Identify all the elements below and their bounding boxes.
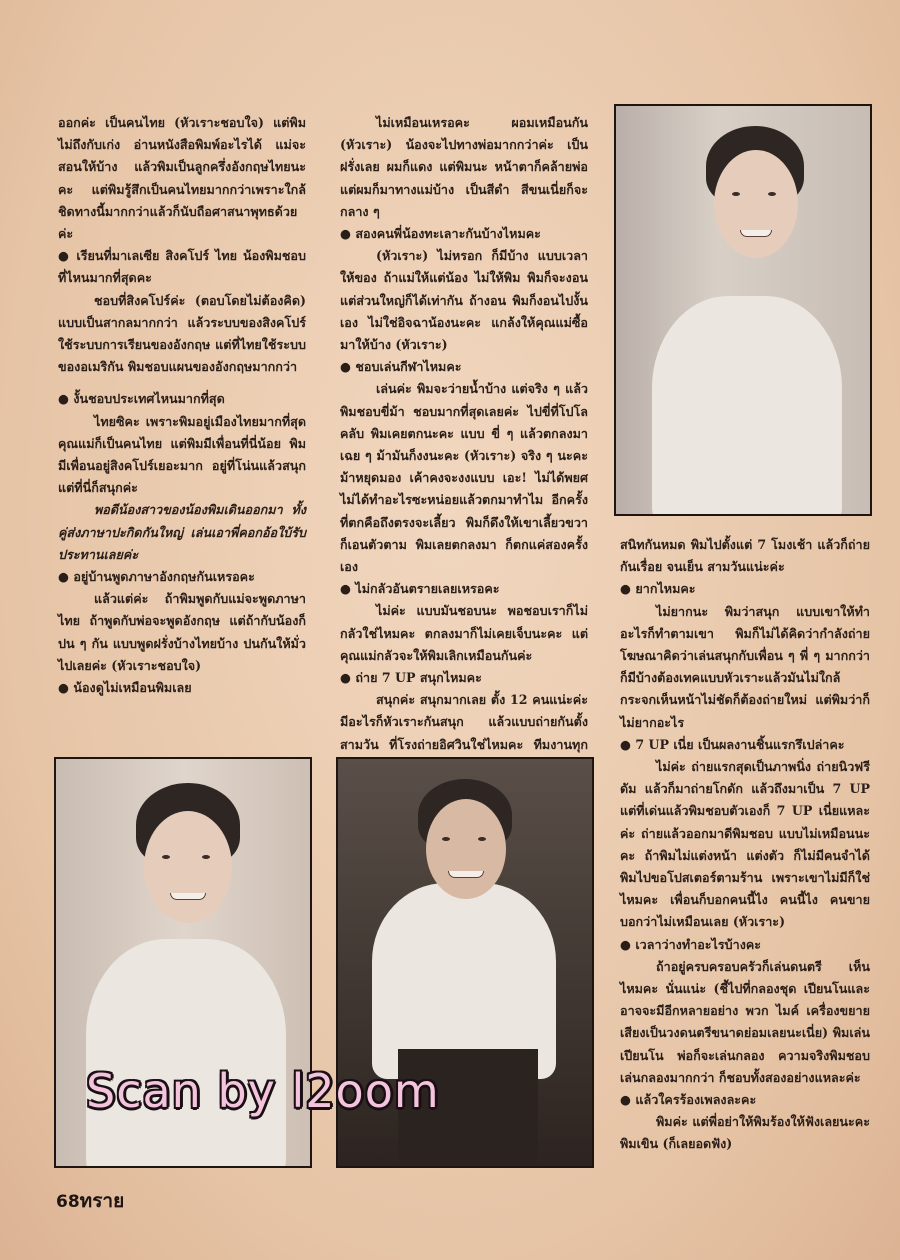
answer: เล่นค่ะ พิมจะว่ายน้ำบ้าง แต่จริง ๆ แล้วพิมชอบขี่ม้า ชอบมากที่สุดเลยค่ะ ไปขี่ที่โปโลคลับ พิมเคยตกนะคะ แบบ ขี่ ๆ แล้วตกลงมาเฉย ๆ ม้ามันก็งงนะคะ (หัวเราะ) จริง ๆ นะคะ ม้าหยุดมอง เค้าคงจะงงแบบ เอะ! ไม่ได้พยศไม่ได้ทำอะไรซะหน่อยแล้วตกมาทำไม อีกครั้งที่ตกคือถึงตรงจะเลี้ยว พิมก็ดึงให้เขาเลี้ยวขวาก็เอนตัวตาม พิมเลยตกลงมา ก็ตกแค่สองครั้งเอง (340, 381, 588, 575)
answer: สนุกค่ะ สนุกมากเลย ตั้ง 12 คนแน่ะค่ะ มีอะไรก็หัวเราะกันสนุก แล้วแบบถ่ายกันตั้งสามวัน ที่โรงถ่ายอิศวินใช่ไหมคะ ทีมงานทุก (340, 692, 588, 752)
answer: ถ้าอยู่ครบครอบครัวก็เล่นดนตรี เห็นไหมคะ นั่นแน่ะ (ชี้ไปที่กลองชุด เปียนโนและอาจจะมีอีกหลายอย่าง พวก ไมค์ เครื่องขยายเสียงเป็นวงดนตรีขนาดย่อมเลยนะเนี่ย) พิมเล่นเปียนโน พ่อก็จะเล่นกลอง ความจริงพิมชอบเล่นกลองมากกว่า ก็ชอบทั้งสองอย่างแหละค่ะ (620, 958, 870, 1085)
answer: ไม่เหมือนเหรอคะ ผอมเหมือนกัน (หัวเราะ) น้องจะไปทางพ่อมากกว่าค่ะ เป็นฝรั่งเลย ผมก็แดง แต่พิมนะ หน้าตาก็คล้ายพ่อ แต่ผมก็มาทางแม่บ้าง เป็นสีดำ สีขนเนี่ยก็จะกลาง ๆ (340, 115, 588, 219)
question: ● สองคนพี่น้องทะเลาะกันบ้างไหมคะ (340, 226, 541, 242)
answer: พิมค่ะ แต่พี่อย่าให้พิมร้องให้ฟังเลยนะคะ พิมเขิน (ก็เลยอดฟัง) (620, 1114, 870, 1152)
question: ● เรียนที่มาเลเซีย สิงคโปร์ ไทย น้องพิมชอบที่ไหนมากที่สุดคะ (58, 248, 306, 286)
question: ● ถ่าย 7 UP สนุกไหมคะ (340, 670, 482, 686)
question: ● เวลาว่างทำอะไรบ้างคะ (620, 936, 762, 952)
text-column-3 (620, 534, 870, 1156)
narration: พอดีน้องสาวของน้องพิมเดินออกมา ทั้งคู่ส่งภาษาปะกิดกันใหญ่ เล่นเอาพี่คอกอ้อใบ้รับประทานเลยค่ะ (58, 502, 306, 562)
answer: ไทยซิคะ เพราะพิมอยู่เมืองไทยมากที่สุด คุณแม่ก็เป็นคนไทย แต่พิมมีเพื่อนที่นี่น้อย พิมมีเพื่อนอยู่สิงคโปร์เยอะมาก อยู่ที่โน่นแล้วสนุก แต่ที่นี่ก็สนุกค่ะ (58, 413, 306, 496)
paragraph: ออกค่ะ เป็นคนไทย (หัวเราะชอบใจ) แต่พิมไม่ถึงกับเก่ง อ่านหนังสือพิมพ์อะไรได้ แม่จะสอนให้บ้าง แล้วพิมเป็นลูกครึ่งอังกฤษไทยนะคะ แต่พิมรู้สึกเป็นคนไทยมากกว่าเพราะใกล้ชิดทางนี้มากกว่าแล้วก็นับถือศาสนาพุทธด้วยค่ะ (58, 115, 306, 242)
answer: ชอบที่สิงคโปร์ค่ะ (ตอบโดยไม่ต้องคิด) แบบเป็นสากลมากกว่า แล้วระบบของสิงคโปร์ใช้ระบบการเรียนของอังกฤษ แต่ที่ไทยใช้ระบบของอเมริกัน พิมชอบแผนของอังกฤษมากกว่า (58, 292, 306, 375)
answer: ไม่ยากนะ พิมว่าสนุก แบบเขาให้ทำอะไรก็ทำตามเขา พิมก็ไม่ได้คิดว่ากำลังถ่ายโฆษณาคิดว่าเล่นสนุกกับเพื่อน ๆ พี่ ๆ มากกว่า ก็มีบ้างต้องเทคแบบหัวเราะแล้วมันไม่ใกล้กระจกเห็นหน้าไม่ชัดก็ต้องถ่ายใหม่ แต่พิมว่าก็ไม่ยากอะไร (620, 603, 870, 730)
question: ● น้องดูไม่เหมือนพิมเลย (58, 680, 192, 696)
question: ● แล้วใครร้องเพลงละคะ (620, 1092, 757, 1108)
question: ● ยากไหมคะ (620, 581, 696, 597)
text-column-2 (340, 112, 588, 778)
answer: (หัวเราะ) ไม่หรอก ก็มีบ้าง แบบเวลาให้ของ ถ้าแม่ให้แต่น้อง ไม่ให้พิม พิมก็จะงอน แต่ส่วนใหญ่ก็ได้เท่ากัน ถ้างอน พิมก็งอนไปงั้นเอง ไม่ใช่อิจฉาน้องนะคะ แกล้งให้คุณแม่ซื้อมาให้บ้าง (หัวเราะ) (340, 248, 588, 353)
answer: แล้วแต่ค่ะ ถ้าพิมพูดกับแม่จะพูดภาษาไทย ถ้าพูดกับพ่อจะพูดอังกฤษ แต่ถ้ากับน้องก็ปน ๆ กัน แบบพูดฝรั่งบ้างไทยบ้าง ปนกันให้มั่วไปเลยค่ะ (หัวเราะชอบใจ) (58, 591, 306, 673)
answer: ไม่ค่ะ ถ่ายแรกสุดเป็นภาพนิ่ง ถ่ายนิวฟรีดัม แล้วก็มาถ่ายโกดัก แล้วถึงมาเป็น 7 UP แต่ที่เด่นแล้วพิมชอบตัวเองก็ 7 UP เนี่ยแหละค่ะ ถ่ายแล้วออกมาดีพิมชอบ แบบไม่เหมือนนะคะ ถ้าพิมไม่แต่งหน้า แต่งตัว ก็ไม่มีคนจำได้ พิมไปขอโปสเตอร์ตามร้าน เพราะเขาไม่มีก็ใช่ไหมคะ เพื่อนก็บอกคนนี้ไง คนนี้ไง คนขายบอกว่าไม่เหมือนเลย (หัวเราะ) (620, 759, 870, 930)
question: ● ไม่กลัวอันตรายเลยเหรอคะ (340, 581, 500, 597)
question: ● 7 UP เนี่ย เป็นผลงานชิ้นแรกรึเปล่าคะ (620, 736, 845, 752)
question: ● อยู่บ้านพูดภาษาอังกฤษกันเหรอคะ (58, 569, 255, 585)
portrait-photo-top-right (614, 104, 872, 516)
page-folio (56, 1186, 124, 1216)
page-number: 68 (56, 1192, 80, 1212)
paragraph: สนิทกันหมด พิมไปตั้งแต่ 7 โมงเช้า แล้วก็ถ่ายกันเรื่อย จนเย็น สามวันแน่ะค่ะ (620, 537, 870, 575)
scan-watermark: Scan by l2oom (86, 1064, 440, 1118)
question: ● งั้นชอบประเทศไหนมากที่สุด (58, 391, 225, 407)
question: ● ชอบเล่นกีฬาไหมคะ (340, 359, 462, 375)
text-column-1 (58, 112, 306, 699)
answer: ไม่ค่ะ แบบมันชอบนะ พอชอบเราก็ไม่กลัวใช่ไหมคะ ตกลงมาก็ไม่เคยเจ็บนะคะ แต่คุณแม่กลัวจะให้พิมเลิกเหมือนกันค่ะ (340, 603, 588, 663)
magazine-name: ทราย (79, 1190, 125, 1212)
